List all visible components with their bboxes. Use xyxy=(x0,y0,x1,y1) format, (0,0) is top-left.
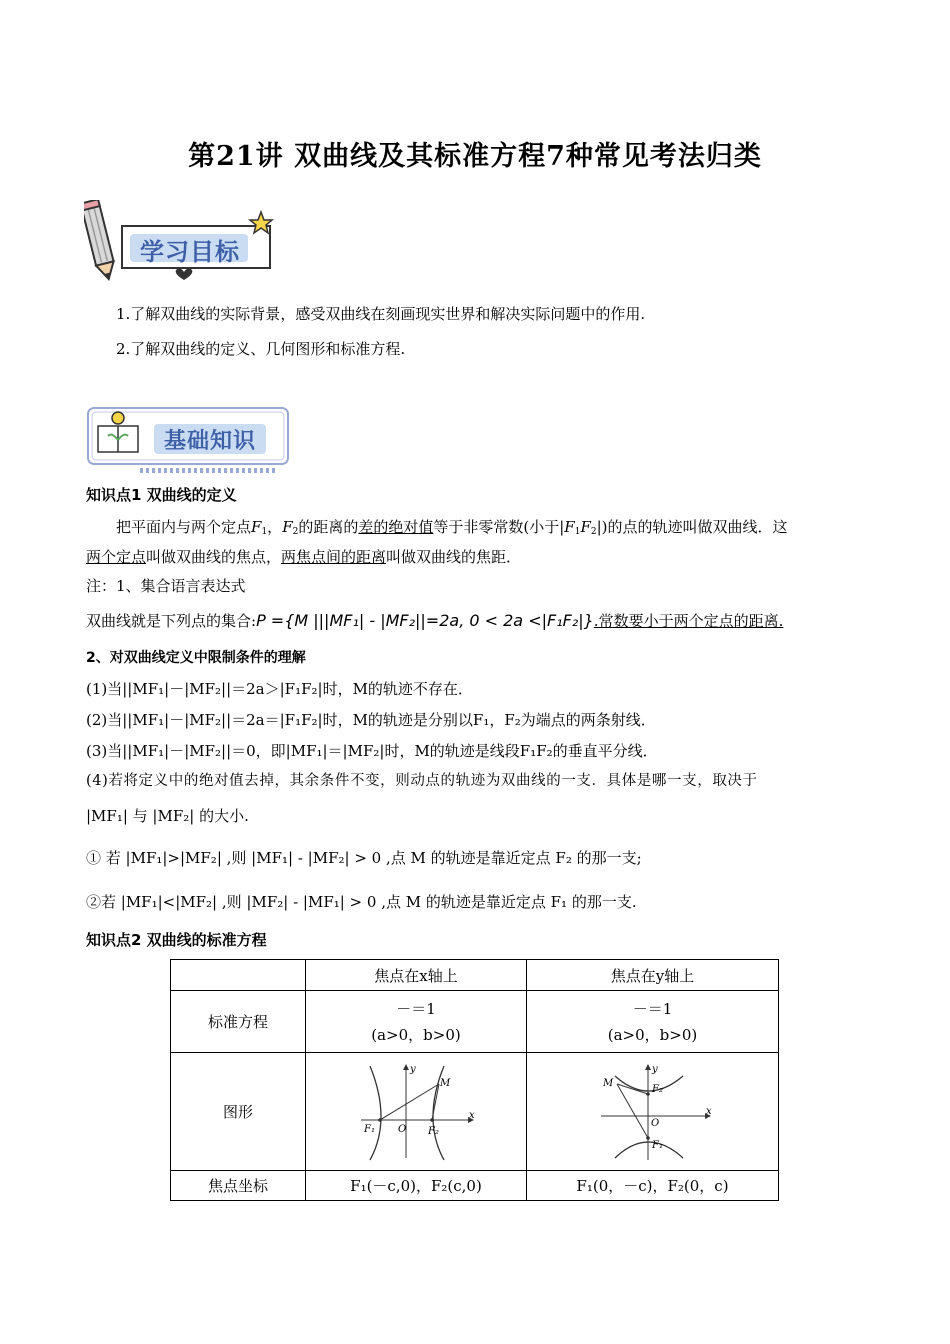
standard-equation-table xyxy=(170,959,779,1201)
svg-text:F₁: F₁ xyxy=(651,1139,663,1151)
goal-1: 1.了解双曲线的实际背景，感受双曲线在刻画现实世界和解决实际问题中的作用. xyxy=(116,305,646,323)
kp1-case-3: (3)当||MF₁|－|MF₂||＝0，即|MF₁|＝|MF₂|时，M的轨迹是线段F₁F₂的垂直平分线． xyxy=(86,742,658,760)
badge-basic-knowledge-label: 基础知识 xyxy=(163,429,256,454)
set-formula: P ={M |||MF₁| - |MF₂||=2a, 0 < 2a <|F₁F₂|} xyxy=(256,611,594,630)
cell-eq-y: －＝1 (a>0，b>0) xyxy=(527,991,779,1053)
kp1-case-4a: (4)若将定义中的绝对值去掉，其余条件不变，则动点的轨迹为双曲线的一支．具体是哪一支，取决于 xyxy=(86,773,758,789)
kp1-heading: 知识点1 双曲线的定义 xyxy=(86,486,237,504)
kp1-definition-line1: 把平面内与两个定点$F_1$，$F_2$的距离的差的绝对值等于非零常数(小于$|F_1F_2|$)的点的轨迹叫做双曲线．这 xyxy=(116,518,788,537)
goal-2: 2.了解双曲线的定义、几何图形和标准方程. xyxy=(116,340,406,358)
svg-text:x: x xyxy=(705,1105,712,1117)
focal-distance-term: 两焦点间的距离 xyxy=(281,548,387,566)
table-row-figure xyxy=(171,1053,779,1171)
hyperbola-x-figure xyxy=(356,1062,476,1162)
svg-text:y: y xyxy=(651,1063,658,1075)
cell-figure-y xyxy=(527,1053,779,1171)
kp1-case-2: (2)当||MF₁|－|MF₂||＝2a＝|F₁F₂|时，M的轨迹是分别以F₁，F₂为端点的两条射线． xyxy=(86,711,656,729)
table-row-focus xyxy=(171,1171,779,1201)
svg-text:M: M xyxy=(602,1077,613,1089)
page-title: 第21讲 双曲线及其标准方程7种常见考法归类 xyxy=(188,141,762,172)
table-header-row xyxy=(171,960,779,991)
kp1-set-expression: 双曲线就是下列点的集合:P ={M |||MF₁| - |MF₂||=2a, 0 < 2a <|F₁F₂|}.常数要小于两个定点的距离. xyxy=(86,611,784,630)
svg-text:O: O xyxy=(398,1123,407,1135)
svg-text:F₂: F₂ xyxy=(651,1083,663,1095)
kp1-case-5: ① 若 |MF₁|>|MF₂| ,则 |MF₁| - |MF₂| > 0 ,点 M 的轨迹是靠近定点 F₂ 的那一支; xyxy=(86,849,642,867)
abs-difference-term: 差的绝对值 xyxy=(358,518,434,536)
cell-focus-x: F₁(－c,0)，F₂(c,0) xyxy=(306,1171,527,1201)
svg-text:M: M xyxy=(440,1077,451,1089)
kp1-limit-heading: 2、对双曲线定义中限制条件的理解 xyxy=(86,650,306,666)
header-y-axis: 焦点在y轴上 xyxy=(527,960,779,991)
label-figure: 图形 xyxy=(171,1053,306,1171)
cell-figure-x xyxy=(306,1053,527,1171)
svg-text:F₁: F₁ xyxy=(364,1123,375,1135)
svg-text:F₂: F₂ xyxy=(428,1125,439,1137)
kp1-note: 注：1、集合语言表达式 xyxy=(86,577,246,595)
label-standard-equation: 标准方程 xyxy=(171,991,306,1053)
header-x-axis: 焦点在x轴上 xyxy=(306,960,527,991)
kp1-definition-line2: 两个定点叫做双曲线的焦点，两焦点间的距离叫做双曲线的焦距． xyxy=(86,548,522,566)
table-corner xyxy=(171,960,306,991)
svg-text:O: O xyxy=(650,1117,659,1129)
kp1-case-6: ②若 |MF₁|<|MF₂| ,则 |MF₂| - |MF₁| > 0 ,点 M 的轨迹是靠近定点 F₁ 的那一支. xyxy=(86,893,637,911)
two-foci-term: 两个定点 xyxy=(86,548,147,566)
hyperbola-y-figure xyxy=(593,1062,713,1162)
badge-basic-knowledge xyxy=(84,404,294,474)
cell-focus-y: F₁(0，－c)，F₂(0，c) xyxy=(527,1171,779,1201)
cell-eq-x: －＝1 (a>0，b>0) xyxy=(306,991,527,1053)
heart-icon xyxy=(176,268,193,280)
kp2-heading: 知识点2 双曲线的标准方程 xyxy=(86,931,267,949)
svg-text:x: x xyxy=(469,1109,475,1121)
badge-learning-goals-label: 学习目标 xyxy=(140,238,240,266)
badge-learning-goals xyxy=(84,200,284,290)
svg-text:y: y xyxy=(410,1063,416,1075)
kp1-case-1: (1)当||MF₁|－|MF₂||＝2a＞|F₁F₂|时，M的轨迹不存在． xyxy=(86,680,473,698)
label-focus-coords: 焦点坐标 xyxy=(171,1171,306,1201)
table-row-equation xyxy=(171,991,779,1053)
kp1-case-4b: |MF₁| 与 |MF₂| 的大小. xyxy=(86,807,249,825)
